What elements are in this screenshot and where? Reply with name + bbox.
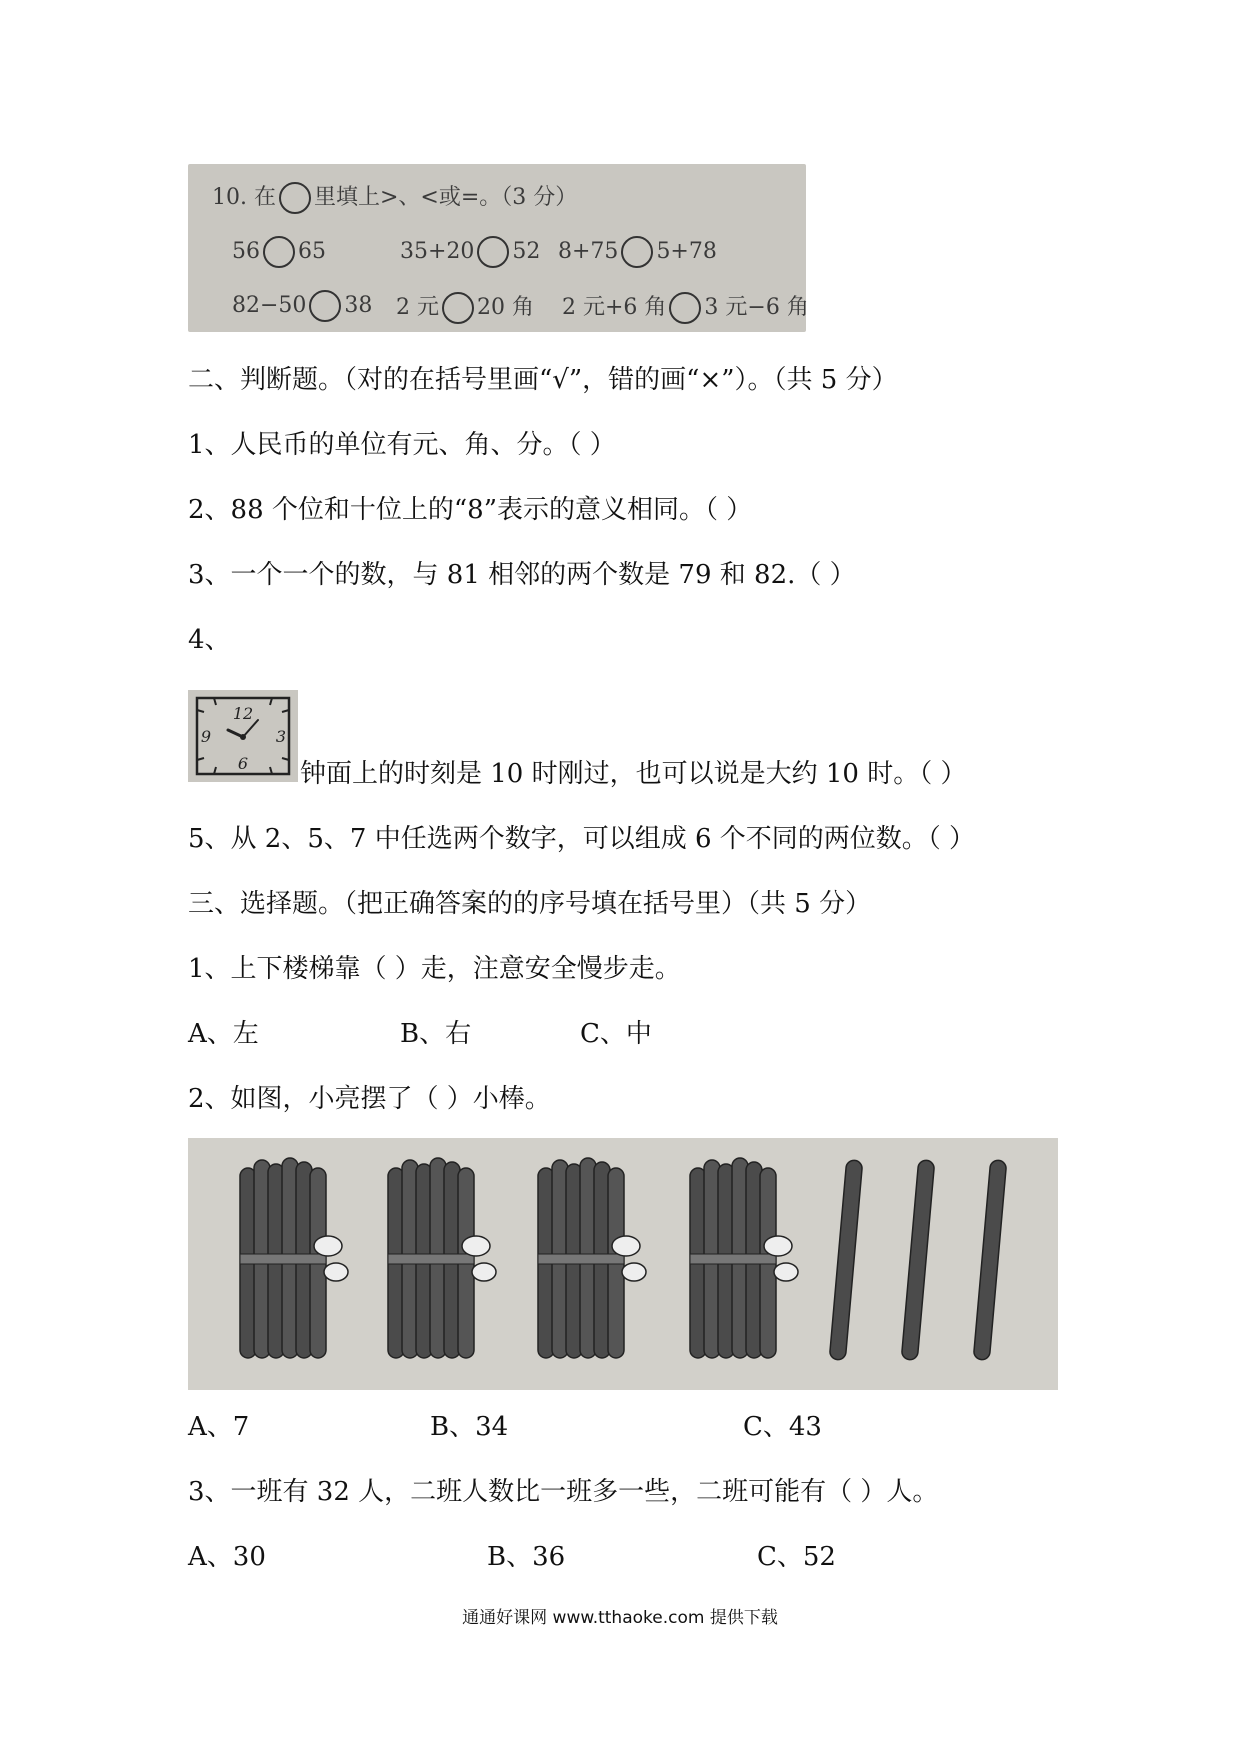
clock-number-3: 3 [275,727,287,746]
q10-row1-item2: 35+20 52 [400,236,540,268]
blank-circle-icon [309,290,341,322]
choice-q2-option-b: B、34 [430,1412,509,1442]
clock-number-12: 12 [232,704,254,723]
single-stick-3 [973,1160,1006,1361]
q10-row2-item2: 2 元 20 角 [396,290,534,324]
choice-q3-option-b: B、36 [487,1542,566,1572]
blank-circle-icon [669,292,701,324]
clock-image [188,690,298,782]
blank-circle-icon [263,236,295,268]
choice-q2-option-a: A、7 [188,1412,250,1442]
choice-q1-option-b: B、右 [400,1019,472,1049]
q10-row1-item3: 8+75 5+78 [558,236,717,268]
choice-q2-option-c: C、43 [743,1412,822,1442]
judge-q3: 3、一个一个的数，与 81 相邻的两个数是 79 和 82.（ ） [188,560,856,590]
judge-q4-text: 钟面上的时刻是 10 时刚过，也可以说是大约 10 时。（ ） [300,759,967,789]
choice-q1-option-c: C、中 [580,1019,652,1049]
blank-circle-icon [477,236,509,268]
choice-q2: 2、如图，小亮摆了（ ）小棒。 [188,1084,551,1114]
section3-heading: 三、选择题。（把正确答案的的序号填在括号里）（共 5 分） [188,889,872,919]
judge-q5: 5、从 2、5、7 中任选两个数字，可以组成 6 个不同的两位数。（ ） [188,824,976,854]
footer: 通通好课网 www.tthaoke.com 提供下载 [462,1608,778,1628]
q10-title: 10. 在 里填上>、<或=。（3 分） [212,180,577,214]
blank-circle-icon [442,292,474,324]
q10-photo [188,164,809,332]
choice-q3: 3、一班有 32 人，二班人数比一班多一些，二班可能有（ ）人。 [188,1477,939,1507]
choice-q1: 1、上下楼梯靠（ ）走，注意安全慢步走。 [188,954,681,984]
clock-number-6: 6 [237,754,249,773]
stick-bundle-3 [538,1158,646,1358]
clock-number-9: 9 [200,727,212,746]
single-stick-2 [901,1160,934,1361]
blank-circle-icon [279,182,311,214]
stick-bundle-4 [690,1158,798,1358]
section2-heading: 二、判断题。（对的在括号里画“√”，错的画“×”）。（共 5 分） [188,365,898,395]
stick-bundle-1 [240,1158,348,1358]
judge-q2: 2、88 个位和十位上的“8”表示的意义相同。（ ） [188,495,753,525]
q10-row2-item1: 82−50 38 [232,290,372,322]
single-stick-1 [829,1160,862,1361]
clock-icon [188,690,298,782]
q10-row2-item3: 2 元+6 角 3 元−6 角 [562,290,809,324]
judge-q1: 1、人民币的单位有元、角、分。（ ） [188,430,616,460]
blank-circle-icon [621,236,653,268]
judge-q4-label: 4、 [188,625,231,655]
choice-q1-option-a: A、左 [188,1019,259,1049]
stick-bundle-2 [388,1158,496,1358]
choice-q3-option-c: C、52 [757,1542,836,1572]
q10-row1-item1: 56 65 [232,236,326,268]
choice-q3-option-a: A、30 [188,1542,266,1572]
sticks-image [188,1138,1058,1390]
